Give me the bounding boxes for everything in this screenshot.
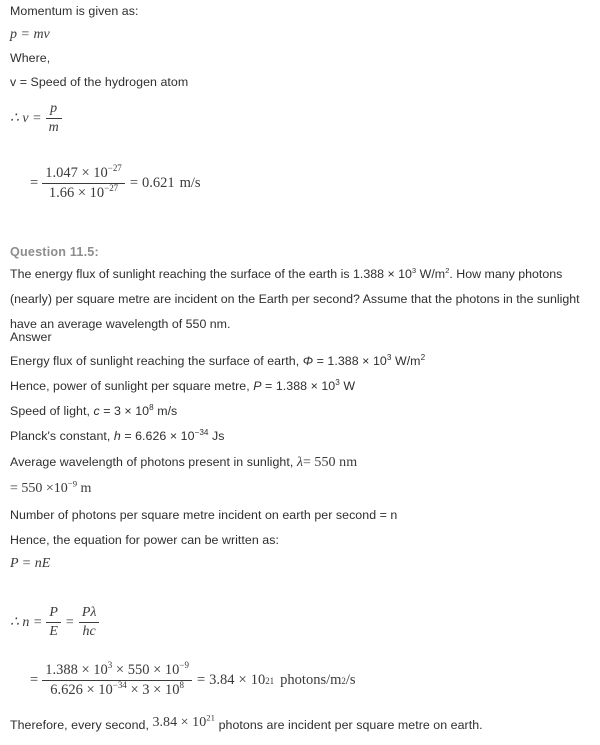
final-den-a-exponent: −34 <box>112 680 127 691</box>
v-value-den-base: 10 <box>89 185 105 201</box>
final-computation-equals: = <box>30 672 39 688</box>
n-formula-frac2-numerator: Pλ <box>79 605 100 623</box>
equation-power-equals-nE: P = nE <box>10 556 51 571</box>
conclusion-line <box>10 712 483 734</box>
planck-unit: Js <box>208 429 225 443</box>
v-formula-denominator: m <box>48 120 59 135</box>
v-value-equals: = <box>30 175 39 191</box>
wavelength-meters-unit: m <box>80 481 92 496</box>
v-definition-line: v = Speed of the hydrogen atom <box>10 75 189 89</box>
final-num-times-2: × <box>115 662 125 678</box>
conclusion-value-exponent: 21 <box>206 712 216 723</box>
power-exponent: 3 <box>335 377 340 387</box>
final-computation-numerator <box>42 662 192 681</box>
final-computation-denominator <box>42 681 192 699</box>
question-text-exponent-1: 3 <box>411 265 417 275</box>
final-result-unit-b: /s <box>345 672 356 688</box>
conclusion-suffix: photons are incident per square metre on earth. <box>215 718 483 732</box>
final-num-a-base: 10 <box>93 662 108 678</box>
final-computation-equation: = $1.388 \times 10^3 \times 550 \times 10^{-9}$ $6.626 \times 10^{-34} \times 3 \times 10^8$ = 3.84 × 10 21 photons/m 2 /s <box>30 660 356 698</box>
v-value-denominator <box>42 184 125 202</box>
energy-flux-unit-exponent: 2 <box>420 352 426 362</box>
v-value-num-base: 10 <box>93 165 108 181</box>
final-num-b-mantissa: 550 <box>127 662 150 678</box>
final-result-base: 10 <box>250 672 266 688</box>
final-den-b-mantissa: 3 <box>142 682 150 698</box>
v-formula-fraction <box>46 101 62 136</box>
speed-of-light-prefix: Speed of light, <box>10 404 94 418</box>
final-result-equals: = <box>196 672 206 688</box>
momentum-intro-line: Momentum is given as: <box>10 4 139 18</box>
energy-flux-unit: W/m <box>391 354 421 368</box>
n-formula-frac2-denominator: hc <box>82 624 96 639</box>
n-formula-fraction-2 <box>79 605 100 640</box>
v-value-numerator <box>42 165 125 184</box>
n-formula-middle-equals: = <box>65 614 74 630</box>
v-value-num-mantissa: 1.047 <box>45 165 78 181</box>
photon-count-line: Number of photons per square metre incident on earth per second = n <box>10 508 398 522</box>
v-formula-equation <box>10 101 64 136</box>
v-value-den-exponent: −27 <box>104 183 119 194</box>
power-prefix: Hence, power of sunlight per square metre, <box>10 379 254 393</box>
final-computation-fraction <box>42 662 192 699</box>
final-result-times: × <box>238 672 247 688</box>
speed-of-light-equals: = 3 × 10 <box>99 404 150 418</box>
question-text-part2: W/m <box>416 267 446 281</box>
wavelength-meters-equals: = 550 × <box>10 481 54 496</box>
final-num-b-exponent: −9 <box>179 660 189 671</box>
speed-of-light-symbol: c <box>93 404 100 418</box>
final-num-a-mantissa: 1.388 <box>45 662 78 678</box>
question-text-part1: The energy flux of sunlight reaching the surface of the earth is 1.388 × 10 <box>10 267 412 281</box>
n-formula-lead: ∴ n = <box>10 615 43 630</box>
final-den-times-2: × <box>130 682 139 698</box>
speed-of-light-unit: m/s <box>153 404 178 418</box>
v-value-result-unit: m/s <box>179 175 201 191</box>
n-formula-equation <box>10 605 101 640</box>
final-num-times-1: × <box>81 662 90 678</box>
energy-flux-exponent: 3 <box>386 352 392 362</box>
planck-equals: = 6.626 × 10 <box>120 429 195 443</box>
where-label: Where, <box>10 51 51 65</box>
answer-label: Answer <box>10 330 52 344</box>
question-text-part3: . How many photons (nearly) per square metre are incident on the Earth per second? Assume that the photons in the sunlight have an average wavelength of 550 nm. <box>10 267 580 331</box>
final-den-a-base: 10 <box>98 682 113 698</box>
final-result-mantissa: 3.84 <box>209 672 235 688</box>
planck-constant-line <box>10 429 225 443</box>
wavelength-unit: nm <box>339 455 358 470</box>
conclusion-value <box>152 712 216 730</box>
power-line <box>10 379 355 393</box>
v-value-den-mantissa: 1.66 <box>48 185 75 201</box>
planck-symbol: h <box>113 429 121 443</box>
final-num-b-base: 10 <box>164 662 180 678</box>
final-den-a-mantissa: 6.626 <box>50 682 83 698</box>
v-value-result-equals: = <box>129 175 138 191</box>
final-num-a-exponent: 3 <box>107 660 113 671</box>
wavelength-equals: = 550 <box>302 455 336 470</box>
speed-of-light-exponent: 8 <box>149 402 154 412</box>
power-equation-intro: Hence, the equation for power can be written as: <box>10 533 279 547</box>
v-value-fraction <box>42 165 125 202</box>
wavelength-meters-base: 10 <box>53 481 68 496</box>
speed-of-light-line <box>10 404 177 418</box>
energy-flux-prefix: Energy flux of sunlight reaching the surface of earth, <box>10 354 303 368</box>
v-value-result: 0.621 <box>142 175 175 191</box>
power-symbol: P <box>253 379 262 393</box>
planck-prefix: Planck's constant, <box>10 429 114 443</box>
final-den-b-exponent: 8 <box>179 680 184 691</box>
power-equals: = 1.388 × 10 <box>261 379 336 393</box>
wavelength-meters-line <box>10 478 92 497</box>
energy-flux-equals: = 1.388 × 10 <box>313 354 387 368</box>
final-den-times-1: × <box>86 682 95 698</box>
v-formula-numerator: p <box>46 101 62 119</box>
final-den-times-3: × <box>153 682 162 698</box>
final-num-times-3: × <box>153 662 162 678</box>
n-formula-frac1-numerator: P <box>46 605 61 623</box>
n-formula-frac1-denominator: E <box>49 624 58 639</box>
energy-flux-line <box>10 354 425 368</box>
wavelength-meters-exponent: −9 <box>67 478 78 489</box>
v-formula-lead: ∴ v = <box>10 111 42 126</box>
v-value-num-times: × <box>81 165 90 181</box>
conclusion-prefix: Therefore, every second, <box>10 718 153 732</box>
wavelength-prefix: Average wavelength of photons present in sunlight, <box>10 455 297 469</box>
equation-p-equals-mv: p = mv <box>10 27 50 42</box>
question-text-exponent-2: 2 <box>445 265 450 275</box>
v-value-den-times: × <box>77 185 86 201</box>
power-unit: W <box>339 379 356 393</box>
wavelength-line <box>10 455 357 471</box>
final-result-unit-a: photons/m <box>280 672 342 688</box>
planck-exponent: −34 <box>194 427 209 437</box>
energy-flux-symbol: Φ <box>302 354 314 368</box>
v-value-equation <box>30 165 201 202</box>
question-text <box>10 262 588 337</box>
wavelength-symbol: λ <box>296 455 303 470</box>
v-value-num-exponent: −27 <box>107 163 122 174</box>
question-heading: Question 11.5: <box>10 245 99 259</box>
conclusion-value-mantissa: 3.84 × 10 <box>152 715 207 730</box>
n-formula-fraction-1 <box>46 605 61 640</box>
final-den-b-base: 10 <box>164 682 180 698</box>
